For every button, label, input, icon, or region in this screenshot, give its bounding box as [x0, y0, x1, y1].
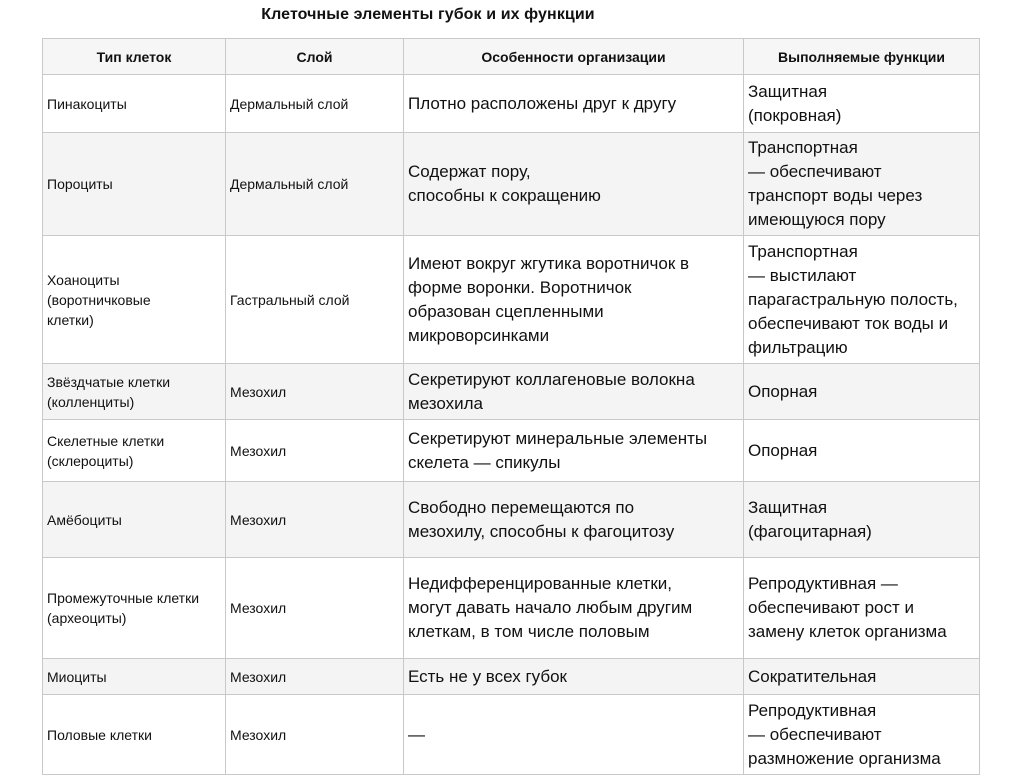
cell-features: Свободно перемещаются по мезохилу, способны к фагоцитозу [404, 482, 744, 558]
cell-type: Половые клетки [43, 695, 226, 775]
cell-functions: Опорная [744, 420, 980, 482]
table-row [43, 364, 980, 420]
cell-layer: Мезохил [226, 420, 404, 482]
cell-features: Секретируют коллагеновые волокна мезохила [404, 364, 744, 420]
page-title: Клеточные элементы губок и их функции [261, 6, 595, 23]
table-row [43, 558, 980, 659]
table-row [43, 420, 980, 482]
cell-layer: Мезохил [226, 659, 404, 695]
cell-features: Содержат пору, способны к сокращению [404, 133, 744, 236]
cell-features: Недифференцированные клетки, могут давать начало любым другим клеткам, в том числе половым [404, 558, 744, 659]
cell-type: Пороциты [43, 133, 226, 236]
cell-type: Амёбоциты [43, 482, 226, 558]
cell-functions: Репродуктивная — обеспечивают рост и замену клеток организма [744, 558, 980, 659]
table-row [43, 482, 980, 558]
header-features: Особенности организации [404, 39, 744, 75]
cells-table [42, 38, 980, 775]
table-row [43, 695, 980, 775]
cell-layer: Мезохил [226, 558, 404, 659]
cell-functions: Сократительная [744, 659, 980, 695]
cell-type: Скелетные клетки (склероциты) [43, 420, 226, 482]
cell-layer: Мезохил [226, 364, 404, 420]
table-row [43, 236, 980, 364]
cell-features: Секретируют минеральные элементы скелета — спикулы [404, 420, 744, 482]
cell-functions: Транспортная — обеспечивают транспорт воды через имеющуюся пору [744, 133, 980, 236]
header-functions: Выполняемые функции [744, 39, 980, 75]
cell-functions: Репродуктивная — обеспечивают размножение организма [744, 695, 980, 775]
cell-functions: Защитная (покровная) [744, 75, 980, 133]
cell-layer: Дермальный слой [226, 75, 404, 133]
header-cell-type: Тип клеток [43, 39, 226, 75]
cell-features: — [404, 695, 744, 775]
cell-features: Есть не у всех губок [404, 659, 744, 695]
cell-type: Миоциты [43, 659, 226, 695]
cell-layer: Гастральный слой [226, 236, 404, 364]
cell-type: Промежуточные клетки (археоциты) [43, 558, 226, 659]
cell-type: Хоаноциты (воротничковые клетки) [43, 236, 226, 364]
cell-features: Имеют вокруг жгутика воротничок в форме воронки. Воротничок образован сцепленными микроворсинками [404, 236, 744, 364]
cell-layer: Дермальный слой [226, 133, 404, 236]
header-layer: Слой [226, 39, 404, 75]
cell-functions: Транспортная — выстилают парагастральную полость, обеспечивают ток воды и фильтрацию [744, 236, 980, 364]
table-header-row [43, 39, 980, 75]
cell-features: Плотно расположены друг к другу [404, 75, 744, 133]
cell-layer: Мезохил [226, 482, 404, 558]
cell-layer: Мезохил [226, 695, 404, 775]
cell-type: Пинакоциты [43, 75, 226, 133]
cell-functions: Опорная [744, 364, 980, 420]
table-row [43, 75, 980, 133]
cell-functions: Защитная (фагоцитарная) [744, 482, 980, 558]
table-row [43, 659, 980, 695]
table-row [43, 133, 980, 236]
cell-type: Звёздчатые клетки (колленциты) [43, 364, 226, 420]
